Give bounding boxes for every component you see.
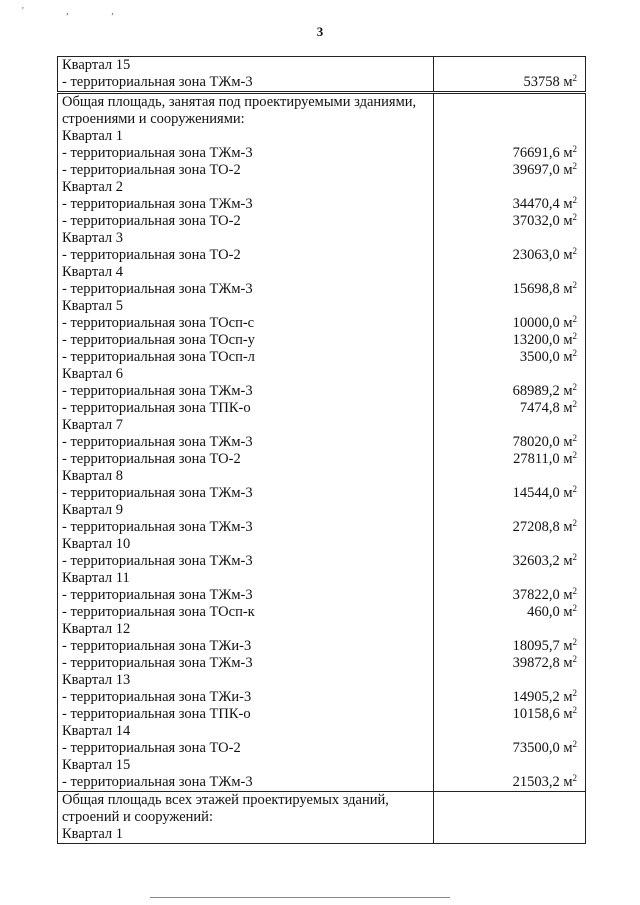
area-number: 21503,2 [512,774,560,790]
unit-exponent: 2 [572,315,577,324]
zone-label: - территориальная зона ТОсп-у [62,332,255,348]
section-row [58,792,586,844]
unit-exponent: 2 [572,689,577,698]
area-value [434,162,585,179]
area-number: 14544,0 [512,485,560,501]
zone-label: - территориальная зона ТЖм-3 [62,434,253,450]
empty-value [434,502,585,519]
unit-exponent: 2 [572,706,577,715]
area-unit: м [563,213,573,229]
empty-value [434,94,585,111]
section-values-cell [434,792,586,844]
zone-label: - территориальная зона ТЖи-3 [62,689,252,705]
unit-exponent: 2 [572,162,577,171]
unit-exponent: 2 [572,400,577,409]
corner-specks: ' , , [22,6,134,17]
area-number: 10000,0 [512,315,560,331]
block-label: Квартал 1 [62,128,124,144]
block-label: Квартал 7 [62,417,124,433]
area-value [434,774,585,791]
empty-value [434,468,585,485]
zone-label: - территориальная зона ТО-2 [62,162,241,178]
empty-value [434,298,585,315]
section-heading-line: строениями и сооружениями: [62,111,245,127]
unit-exponent: 2 [572,740,577,749]
section-row [58,93,586,792]
zone-label: - территориальная зона ТЖм-3 [62,553,253,569]
area-number: 27208,8 [512,519,560,535]
zone-label: - территориальная зона ТПК-о [62,706,251,722]
area-number: 73500,0 [512,740,560,756]
area-unit: м [563,740,573,756]
section-row [58,57,586,93]
unit-exponent: 2 [572,519,577,528]
empty-value [434,672,585,689]
area-number: 76691,6 [512,145,560,161]
unit-exponent: 2 [572,74,577,83]
zone-label: - территориальная зона ТЖм-3 [62,485,253,501]
area-unit: м [563,145,573,161]
empty-value [434,57,585,74]
area-value [434,706,585,723]
area-value [434,349,585,366]
area-number: 37822,0 [512,587,560,603]
area-unit: м [563,689,573,705]
area-value [434,196,585,213]
area-table-body [58,57,586,844]
unit-exponent: 2 [572,434,577,443]
area-value [434,519,585,536]
unit-exponent: 2 [572,383,577,392]
area-value [434,400,585,417]
unit-exponent: 2 [572,213,577,222]
empty-value [434,366,585,383]
area-unit: м [563,349,573,365]
section-labels-cell [58,93,434,792]
area-unit: м [563,332,573,348]
area-unit: м [563,638,573,654]
block-label: Квартал 10 [62,536,131,552]
empty-value [434,570,585,587]
area-unit: м [563,706,573,722]
block-label: Квартал 12 [62,621,131,637]
zone-label: - территориальная зона ТО-2 [62,451,241,467]
empty-value [434,536,585,553]
section-heading-line: Общая площадь всех этажей проектируемых зданий, [62,792,389,808]
unit-exponent: 2 [572,604,577,613]
empty-value [434,723,585,740]
empty-value [434,792,585,809]
zone-label: - территориальная зона ТЖм-3 [62,281,253,297]
unit-exponent: 2 [572,196,577,205]
area-value [434,332,585,349]
block-label: Квартал 14 [62,723,131,739]
zone-label: - территориальная зона ТЖм-3 [62,196,253,212]
bottom-divider [150,897,450,898]
block-label: Квартал 8 [62,468,124,484]
block-label: Квартал 3 [62,230,124,246]
area-number: 32603,2 [512,553,560,569]
area-value [434,383,585,400]
zone-label: - территориальная зона ТО-2 [62,213,241,229]
empty-value [434,757,585,774]
zone-label: - территориальная зона ТО-2 [62,247,241,263]
zone-label: - территориальная зона ТОсп-с [62,315,255,331]
area-value [434,689,585,706]
area-unit: м [563,315,573,331]
area-value [434,247,585,264]
area-value [434,587,585,604]
area-number: 27811,0 [513,451,560,467]
unit-exponent: 2 [572,587,577,596]
empty-value [434,809,585,826]
unit-exponent: 2 [572,774,577,783]
area-unit: м [563,604,573,620]
zone-label: - территориальная зона ТОсп-к [62,604,255,620]
area-unit: м [563,196,573,212]
area-number: 53758 [523,74,560,90]
area-unit: м [563,434,573,450]
zone-label: - территориальная зона ТЖм-3 [62,145,253,161]
empty-value [434,826,585,843]
area-number: 39697,0 [512,162,560,178]
area-value [434,655,585,672]
area-unit: м [563,383,573,399]
block-label: Квартал 4 [62,264,124,280]
empty-value [434,111,585,128]
block-label: Квартал 11 [62,570,130,586]
area-unit: м [563,774,573,790]
empty-value [434,179,585,196]
block-label: Квартал 13 [62,672,131,688]
block-label: Квартал 1 [62,826,124,842]
zone-label: - территориальная зона ТОсп-л [62,349,255,365]
empty-value [434,230,585,247]
area-number: 460,0 [527,604,560,620]
zone-label: - территориальная зона ТЖм-3 [62,587,253,603]
area-value [434,553,585,570]
block-label: Квартал 2 [62,179,124,195]
area-unit: м [563,587,573,603]
area-number: 78020,0 [512,434,560,450]
zone-label: - территориальная зона ТЖи-3 [62,638,252,654]
area-number: 13200,0 [512,332,560,348]
area-unit: м [563,485,573,501]
area-table [57,56,586,844]
area-value [434,604,585,621]
block-label: Квартал 6 [62,366,124,382]
section-labels-cell [58,57,434,93]
area-value [434,638,585,655]
area-unit: м [563,162,573,178]
area-unit: м [563,655,573,671]
zone-label: - территориальная зона ТЖм-3 [62,519,253,535]
area-unit: м [563,247,573,263]
area-unit: м [563,400,573,416]
area-unit: м [563,553,573,569]
unit-exponent: 2 [572,451,577,460]
unit-exponent: 2 [572,638,577,647]
area-number: 14905,2 [512,689,560,705]
zone-label: - территориальная зона ТЖм-3 [62,74,253,90]
area-number: 34470,4 [512,196,560,212]
empty-value [434,621,585,638]
area-unit: м [563,519,573,535]
zone-label: - территориальная зона ТО-2 [62,740,241,756]
area-number: 37032,0 [512,213,560,229]
area-value [434,213,585,230]
area-unit: м [563,451,573,467]
block-label: Квартал 9 [62,502,124,518]
area-number: 10158,6 [512,706,560,722]
unit-exponent: 2 [572,247,577,256]
empty-value [434,128,585,145]
area-number: 18095,7 [512,638,560,654]
area-value [434,281,585,298]
area-value [434,315,585,332]
area-value [434,451,585,468]
unit-exponent: 2 [572,332,577,341]
section-values-cell [434,93,586,792]
section-heading-line: строений и сооружений: [62,809,213,825]
area-value [434,434,585,451]
zone-label: - территориальная зона ТЖм-3 [62,383,253,399]
area-value [434,740,585,757]
area-value [434,485,585,502]
unit-exponent: 2 [572,145,577,154]
unit-exponent: 2 [572,349,577,358]
unit-exponent: 2 [572,655,577,664]
area-number: 39872,8 [512,655,560,671]
zone-label: - территориальная зона ТЖм-3 [62,655,253,671]
block-label: Квартал 5 [62,298,124,314]
empty-value [434,264,585,281]
page-number: 3 [316,24,324,39]
section-values-cell [434,57,586,93]
block-label: Квартал 15 [62,757,131,773]
area-unit: м [563,74,573,90]
area-number: 3500,0 [519,349,560,365]
zone-label: - территориальная зона ТПК-о [62,400,251,416]
block-label: Квартал 15 [62,57,131,73]
empty-value [434,417,585,434]
area-number: 23063,0 [512,247,560,263]
section-labels-cell [58,792,434,844]
zone-label: - территориальная зона ТЖм-3 [62,774,253,790]
area-unit: м [563,281,573,297]
unit-exponent: 2 [572,553,577,562]
area-value [434,74,585,91]
area-value [434,145,585,162]
area-number: 7474,8 [519,400,560,416]
unit-exponent: 2 [572,485,577,494]
area-number: 15698,8 [512,281,560,297]
section-heading-line: Общая площадь, занятая под проектируемыми зданиями, [62,94,417,110]
area-number: 68989,2 [512,383,560,399]
unit-exponent: 2 [572,281,577,290]
